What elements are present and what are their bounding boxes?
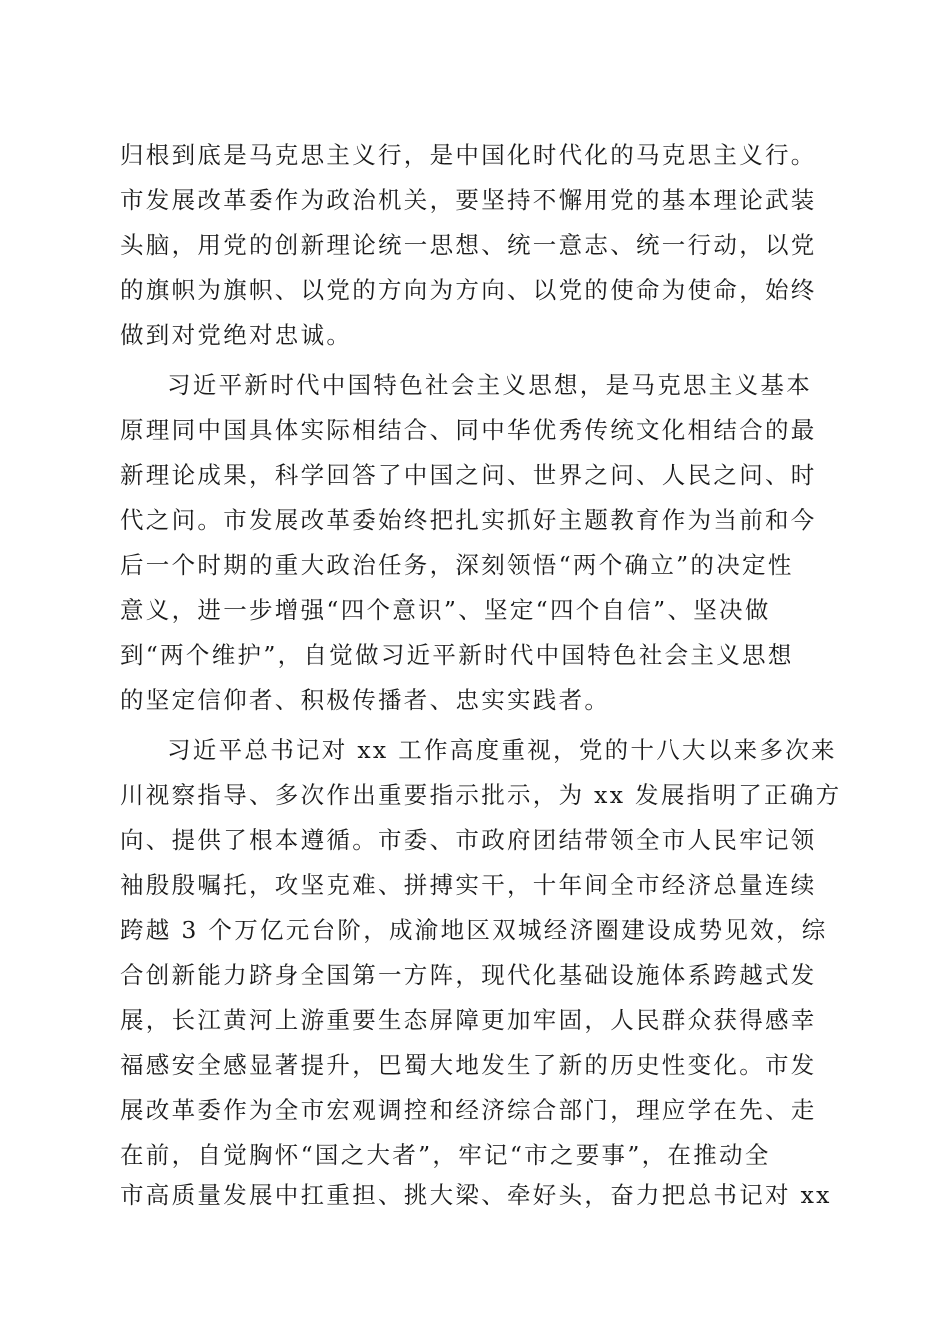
text-line: 的坚定信仰者、积极传播者、忠实实践者。 [120, 686, 611, 714]
text-line: 向、提供了根本遵循。市委、市政府团结带领全市人民牢记领 [120, 826, 817, 854]
text-line: 意义，进一步增强“四个意识”、坚定“四个自信”、坚决做 [120, 596, 771, 624]
text-line: 在前，自觉胸怀“国之大者”，牢记“市之要事”，在推动全 [120, 1141, 771, 1169]
text-line: 展，长江黄河上游重要生态屏障更加牢固，人民群众获得感幸 [120, 1006, 817, 1034]
text-line: 福感安全感显著提升，巴蜀大地发生了新的历史性变化。市发 [120, 1051, 817, 1079]
text-line: 跨越 3 个万亿元台阶，成渝地区双城经济圈建设成势见效，综 [120, 916, 828, 944]
text-line: 习近平总书记对 xx 工作高度重视，党的十八大以来多次来 [167, 736, 837, 764]
text-line: 的旗帜为旗帜、以党的方向为方向、以党的使命为使命，始终 [120, 276, 817, 304]
text-line: 新理论成果，科学回答了中国之问、世界之问、人民之问、时 [120, 461, 817, 489]
text-line: 头脑，用党的创新理论统一思想、统一意志、统一行动，以党 [120, 231, 817, 259]
text-line: 原理同中国具体实际相结合、同中华优秀传统文化相结合的最 [120, 416, 817, 444]
text-line: 代之问。市发展改革委始终把扎实抓好主题教育作为当前和今 [120, 506, 817, 534]
text-line: 归根到底是马克思主义行，是中国化时代化的马克思主义行。 [120, 141, 817, 169]
text-line: 市高质量发展中扛重担、挑大梁、牵好头，奋力把总书记对 xx [120, 1181, 832, 1209]
text-line: 做到对党绝对忠诚。 [120, 321, 353, 349]
text-line: 后一个时期的重大政治任务，深刻领悟“两个确立”的决定性 [120, 551, 794, 579]
text-line: 袖殷殷嘱托，攻坚克难、拼搏实干，十年间全市经济总量连续 [120, 871, 817, 899]
text-line: 川视察指导、多次作出重要指示批示，为 xx 发展指明了正确方 [120, 781, 842, 809]
text-line: 到“两个维护”，自觉做习近平新时代中国特色社会主义思想 [120, 641, 794, 669]
text-line: 展改革委作为全市宏观调控和经济综合部门，理应学在先、走 [120, 1096, 817, 1124]
text-line: 习近平新时代中国特色社会主义思想，是马克思主义基本 [167, 371, 812, 399]
text-line: 市发展改革委作为政治机关，要坚持不懈用党的基本理论武装 [120, 186, 817, 214]
text-line: 合创新能力跻身全国第一方阵，现代化基础设施体系跨越式发 [120, 961, 817, 989]
